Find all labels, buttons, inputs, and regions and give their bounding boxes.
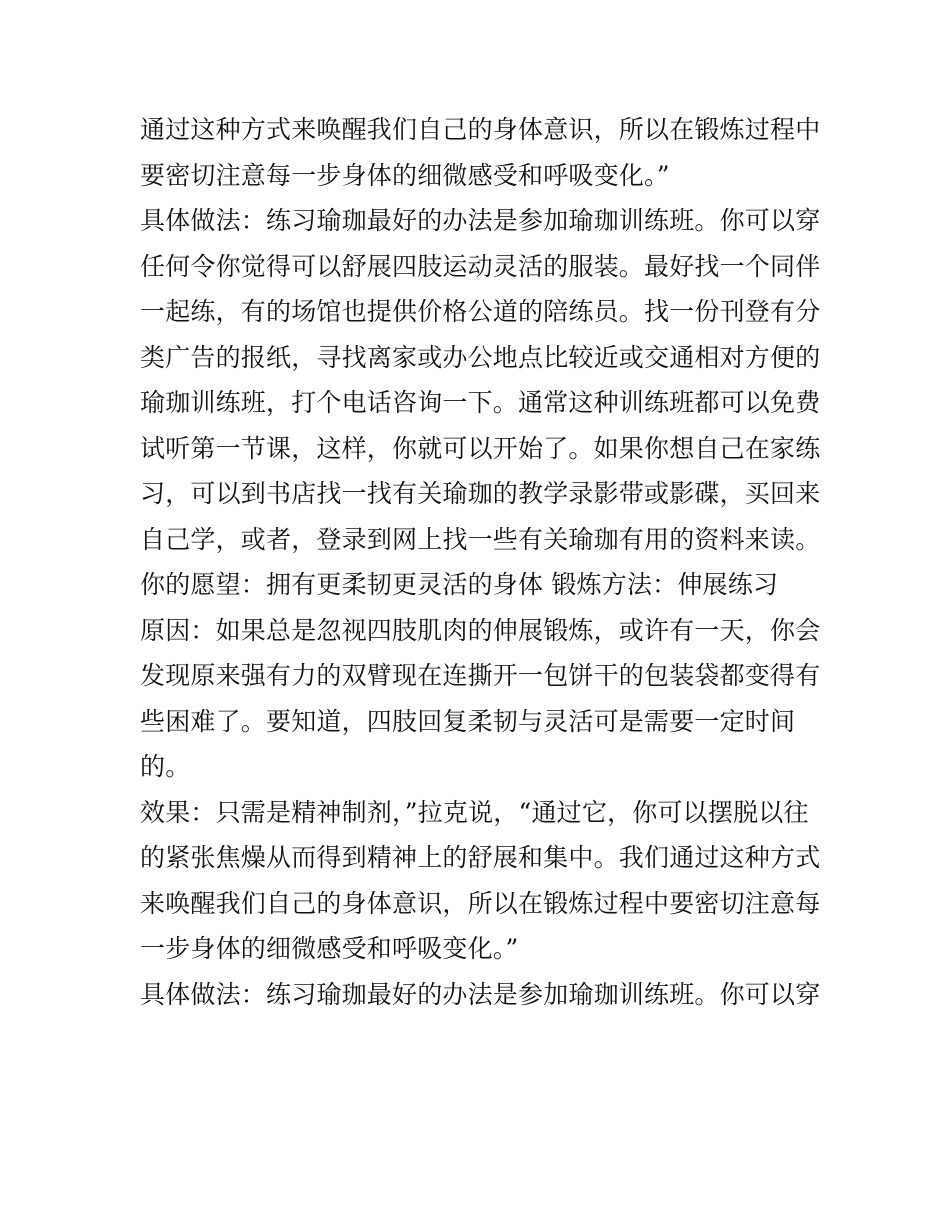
text-line: 的。: [140, 752, 191, 781]
text-line: 具体做法：练习瑜珈最好的办法是参加瑜珈训练班。你可以穿: [140, 206, 821, 235]
text-line: 具体做法：练习瑜珈最好的办法是参加瑜珈训练班。你可以穿: [140, 979, 821, 1009]
body-text: [140, 107, 830, 1017]
text-line: 一起练，有的场馆也提供价格公道的陪练员。找一份刊登有分: [140, 297, 821, 326]
text-line: 原因：如果总是忽视四肢肌肉的伸展锻炼，或许有一天，你会: [140, 615, 821, 645]
text-line: 来唤醒我们自己的身体意识，所以在锻炼过程中要密切注意每: [140, 888, 821, 918]
text-line: 你的愿望：拥有更柔韧更灵活的身体 锻炼方法：伸展练习: [140, 570, 779, 599]
text-line: 瑜珈训练班，打个电话咨询一下。通常这种训练班都可以免费: [140, 388, 821, 417]
text-line: 要密切注意每一步身体的细微感受和呼吸变化。”: [140, 160, 670, 190]
text-line: 习，可以到书店找一找有关瑜珈的教学录影带或影碟，买回来: [140, 479, 821, 508]
text-line: 通过这种方式来唤醒我们自己的身体意识，所以在锻炼过程中: [140, 115, 821, 144]
text-line: 些困难了。要知道，四肢回复柔韧与灵活可是需要一定时间: [140, 706, 796, 736]
text-line: 任何令你觉得可以舒展四肢运动灵活的服装。最好找一个同伴: [140, 251, 821, 281]
text-line: 的紧张焦燥从而得到精神上的舒展和集中。我们通过这种方式: [140, 843, 821, 872]
text-line: 类广告的报纸，寻找离家或办公地点比较近或交通相对方便的: [140, 342, 821, 372]
text-line: 试听第一节课，这样，你就可以开始了。如果你想自己在家练: [140, 433, 821, 463]
text-line: 一步身体的细微感受和呼吸变化。”: [140, 934, 519, 963]
text-line: 效果：只需是精神制剂，”拉克说，“通过它，你可以摆脱以往: [140, 797, 809, 827]
text-line: 发现原来强有力的双臂现在连撕开一包饼干的包装袋都变得有: [140, 661, 821, 690]
text-line: 自己学，或者，登录到网上找一些有关瑜珈有用的资料来读。: [140, 524, 821, 554]
